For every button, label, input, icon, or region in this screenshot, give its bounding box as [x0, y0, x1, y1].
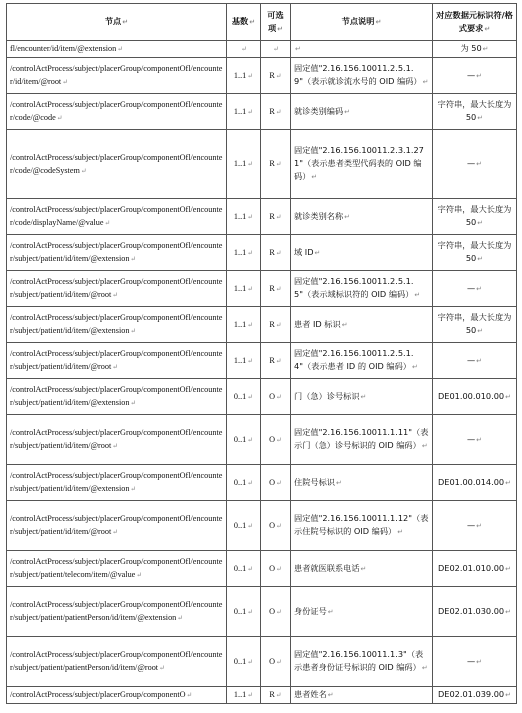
description-cell: 固定值"2.16.156.10011.2.5.1.5"（表示域标识符的 OID 编码）↵: [291, 271, 433, 307]
cardinality-cell: 0..1↵: [227, 379, 261, 415]
paragraph-mark: ↵: [275, 248, 282, 257]
paragraph-mark: ↵: [276, 657, 282, 666]
table-row: [7, 58, 517, 94]
table-row: [7, 379, 517, 415]
optional-cell: R↵: [261, 307, 291, 343]
table-row: [7, 199, 517, 235]
optional-cell: R↵: [261, 199, 291, 235]
cardinality-cell: 1..1↵: [227, 307, 261, 343]
node-path-cell: /controlActProcess/subject/placerGroup/componentOfl/encounter/subject/patient/id/item/@extension↵: [7, 307, 227, 343]
paragraph-mark: ↵: [476, 521, 483, 530]
paragraph-mark: ↵: [476, 71, 483, 80]
paragraph-mark: ↵: [276, 521, 282, 530]
paragraph-mark: ↵: [505, 392, 512, 401]
optional-cell: O↵: [261, 637, 291, 687]
mapping-cell: 为 50↵: [433, 41, 517, 58]
node-path-cell: /controlActProcess/subject/placerGroup/componentOfl/encounter/subject/patient/id/item/@root↵: [7, 501, 227, 551]
paragraph-mark: ↵: [421, 442, 428, 450]
table-body: [7, 41, 517, 704]
paragraph-mark: ↵: [56, 114, 63, 122]
paragraph-mark: ↵: [476, 657, 483, 666]
paragraph-mark: ↵: [414, 291, 421, 299]
paragraph-mark: ↵: [112, 528, 119, 536]
optional-cell: R↵: [261, 130, 291, 199]
paragraph-mark: ↵: [177, 614, 184, 622]
paragraph-mark: ↵: [247, 478, 254, 487]
paragraph-mark: ↵: [344, 107, 351, 116]
paragraph-mark: ↵: [311, 173, 318, 181]
paragraph-mark: ↵: [327, 607, 334, 616]
mapping-cell: —↵: [433, 58, 517, 94]
paragraph-mark: ↵: [476, 284, 483, 293]
description-cell: 门（急）诊号标识↵: [291, 379, 433, 415]
table-row: [7, 271, 517, 307]
description-cell: 住院号标识↵: [291, 465, 433, 501]
paragraph-mark: ↵: [104, 219, 111, 227]
table-row: [7, 587, 517, 637]
paragraph-mark: ↵: [275, 284, 282, 293]
paragraph-mark: ↵: [344, 212, 351, 221]
table-row: [7, 501, 517, 551]
paragraph-mark: ↵: [247, 564, 254, 573]
paragraph-mark: ↵: [130, 327, 137, 335]
paragraph-mark: ↵: [247, 657, 254, 666]
paragraph-mark: ↵: [275, 160, 282, 168]
paragraph-mark: ↵: [411, 363, 418, 371]
paragraph-mark: ↵: [314, 248, 321, 257]
optional-cell: O↵: [261, 551, 291, 587]
header-mapping: 对应数据元标识符/格式要求↵: [433, 4, 517, 41]
mapping-cell: —↵: [433, 415, 517, 465]
description-cell: 患者就医联系电话↵: [291, 551, 433, 587]
node-path-cell: /controlActProcess/subject/placerGroup/componentOfl/encounter/code/@code↵: [7, 94, 227, 130]
description-cell: 固定值"2.16.156.10011.1.12"（表示住院号标识的 OID 编码）↵: [291, 501, 433, 551]
header-description: 节点说明↵: [291, 4, 433, 41]
cardinality-cell: 1..1↵: [227, 199, 261, 235]
paragraph-mark: ↵: [247, 212, 254, 221]
paragraph-mark: ↵: [476, 435, 483, 444]
paragraph-mark: ↵: [247, 392, 254, 401]
cardinality-cell: 1..1↵: [227, 94, 261, 130]
optional-cell: O↵: [261, 415, 291, 465]
paragraph-mark: ↵: [275, 691, 282, 699]
table-row: [7, 343, 517, 379]
node-path-cell: fl/encounter/id/item/@extension↵: [7, 41, 227, 58]
paragraph-mark: ↵: [477, 255, 484, 263]
mapping-cell: —↵: [433, 271, 517, 307]
paragraph-mark: ↵: [421, 664, 428, 672]
paragraph-mark: ↵: [505, 564, 512, 573]
document-page: [6, 3, 516, 704]
mapping-cell: DE01.00.014.00↵: [433, 465, 517, 501]
table-row: [7, 637, 517, 687]
table-row: [7, 41, 517, 58]
mapping-cell: —↵: [433, 130, 517, 199]
paragraph-mark: ↵: [397, 528, 404, 536]
mapping-cell: DE02.01.039.00↵: [433, 687, 517, 704]
paragraph-mark: ↵: [112, 363, 119, 371]
node-path-cell: /controlActProcess/subject/placerGroup/componentOfl/encounter/subject/patient/id/item/@root↵: [7, 415, 227, 465]
table-row: [7, 465, 517, 501]
cardinality-cell: 0..1↵: [227, 587, 261, 637]
paragraph-mark: ↵: [505, 691, 512, 699]
paragraph-mark: ↵: [335, 478, 342, 487]
node-path-cell: /controlActProcess/subject/placerGroup/componentOfl/encounter/subject/patient/id/item/@extension↵: [7, 379, 227, 415]
cardinality-cell: 0..1↵: [227, 501, 261, 551]
node-path-cell: /controlActProcess/subject/placerGroup/componentOfl/encounter/subject/patient/id/item/@extension↵: [7, 235, 227, 271]
mapping-cell: 字符串，最大长度为 50↵: [433, 199, 517, 235]
optional-cell: O↵: [261, 587, 291, 637]
paragraph-mark: ↵: [247, 160, 254, 168]
table-row: [7, 94, 517, 130]
optional-cell: O↵: [261, 501, 291, 551]
description-cell: 域 ID↵: [291, 235, 433, 271]
optional-cell: O↵: [261, 465, 291, 501]
cardinality-cell: 0..1↵: [227, 415, 261, 465]
paragraph-mark: ↵: [276, 435, 282, 444]
paragraph-mark: ↵: [247, 284, 254, 293]
paragraph-mark: ↵: [136, 571, 143, 579]
paragraph-mark: ↵: [276, 607, 282, 616]
optional-cell: R↵: [261, 58, 291, 94]
paragraph-mark: ↵: [247, 607, 254, 616]
paragraph-mark: ↵: [112, 442, 119, 450]
paragraph-mark: ↵: [422, 78, 429, 86]
node-path-cell: /controlActProcess/subject/placerGroup/componentOfl/encounter/code/@codeSystem↵: [7, 130, 227, 199]
cardinality-cell: 1..1↵: [227, 235, 261, 271]
mapping-cell: —↵: [433, 501, 517, 551]
paragraph-mark: ↵: [482, 45, 489, 53]
paragraph-mark: ↵: [360, 392, 367, 401]
table-row: [7, 687, 517, 704]
paragraph-mark: ↵: [476, 356, 483, 365]
table-row: [7, 235, 517, 271]
description-cell: 患者姓名↵: [291, 687, 433, 704]
description-cell: 固定值"2.16.156.10011.1.11"（表示门（急）诊号标识的 OID 编码）↵: [291, 415, 433, 465]
optional-cell: R↵: [261, 235, 291, 271]
paragraph-mark: ↵: [477, 327, 484, 335]
paragraph-mark: ↵: [247, 356, 254, 365]
node-path-cell: /controlActProcess/subject/placerGroup/componentOfl/encounter/id/item/@root↵: [7, 58, 227, 94]
paragraph-mark: ↵: [247, 107, 254, 116]
node-path-cell: /controlActProcess/subject/placerGroup/componentOfl/encounter/subject/patient/patientPerson/id/item/@extension↵: [7, 587, 227, 637]
paragraph-mark: ↵: [360, 564, 367, 573]
paragraph-mark: ↵: [295, 45, 301, 53]
mapping-cell: 字符串，最大长度为 50↵: [433, 235, 517, 271]
paragraph-mark: ↵: [112, 291, 119, 299]
cardinality-cell: 1..1↵: [227, 343, 261, 379]
table-row: [7, 551, 517, 587]
cardinality-cell: 1..1↵: [227, 687, 261, 704]
paragraph-mark: ↵: [341, 320, 348, 329]
description-cell: 固定值"2.16.156.10011.1.3"（表示患者身份证号标识的 OID 编码）↵: [291, 637, 433, 687]
optional-cell: R↵: [261, 687, 291, 704]
cardinality-cell: [227, 41, 261, 58]
paragraph-mark: ↵: [327, 691, 334, 699]
cardinality-cell: 1..1↵: [227, 58, 261, 94]
paragraph-mark: ↵: [477, 114, 484, 122]
description-cell: 身份证号↵: [291, 587, 433, 637]
node-path-cell: /controlActProcess/subject/placerGroup/componentOfl/encounter/subject/patient/id/item/@root↵: [7, 343, 227, 379]
header-optional: 可选项↵: [261, 4, 291, 41]
paragraph-mark: ↵: [80, 166, 87, 175]
paragraph-mark: ↵: [247, 320, 254, 329]
optional-cell: R↵: [261, 271, 291, 307]
node-path-cell: /controlActProcess/subject/placerGroup/componentO↵: [7, 687, 227, 704]
paragraph-mark: ↵: [276, 392, 282, 401]
paragraph-mark: ↵: [130, 255, 137, 263]
description-cell: [291, 41, 433, 58]
table-row: [7, 415, 517, 465]
cardinality-cell: 1..1↵: [227, 271, 261, 307]
mapping-cell: —↵: [433, 343, 517, 379]
optional-cell: [261, 41, 291, 58]
cardinality-cell: 0..1↵: [227, 637, 261, 687]
description-cell: 就诊类别名称↵: [291, 199, 433, 235]
paragraph-mark: ↵: [130, 399, 137, 407]
node-path-cell: /controlActProcess/subject/placerGroup/componentOfl/encounter/code/displayName/@value↵: [7, 199, 227, 235]
cardinality-cell: 0..1↵: [227, 551, 261, 587]
paragraph-mark: ↵: [273, 45, 279, 53]
cardinality-cell: 0..1↵: [227, 465, 261, 501]
description-cell: 固定值"2.16.156.10011.2.5.1.4"（表示患者 ID 的 OID 编码）↵: [291, 343, 433, 379]
paragraph-mark: ↵: [275, 71, 282, 80]
paragraph-mark: ↵: [276, 564, 282, 573]
paragraph-mark: ↵: [247, 71, 254, 80]
mapping-cell: 字符串，最大长度为 50↵: [433, 307, 517, 343]
description-cell: 固定值"2.16.156.10011.2.5.1.9"（表示就诊流水号的 OID 编码）↵: [291, 58, 433, 94]
paragraph-mark: ↵: [505, 607, 512, 616]
table-row: [7, 130, 517, 199]
node-path-cell: /controlActProcess/subject/placerGroup/componentOfl/encounter/subject/patient/id/item/@extension↵: [7, 465, 227, 501]
header-cardinality: 基数↵: [227, 4, 261, 41]
paragraph-mark: ↵: [275, 107, 282, 116]
paragraph-mark: ↵: [247, 691, 254, 699]
paragraph-mark: ↵: [117, 45, 124, 53]
paragraph-mark: ↵: [159, 664, 165, 672]
node-spec-table: [6, 3, 517, 704]
paragraph-mark: ↵: [247, 248, 254, 257]
optional-cell: R↵: [261, 343, 291, 379]
mapping-cell: DE01.00.010.00↵: [433, 379, 517, 415]
paragraph-mark: ↵: [62, 78, 69, 86]
optional-cell: O↵: [261, 379, 291, 415]
optional-cell: R↵: [261, 94, 291, 130]
paragraph-mark: ↵: [247, 521, 254, 530]
paragraph-mark: ↵: [275, 320, 282, 329]
node-path-cell: /controlActProcess/subject/placerGroup/componentOfl/encounter/subject/patient/telecom/item/@value↵: [7, 551, 227, 587]
paragraph-mark: ↵: [275, 212, 282, 221]
cardinality-cell: 1..1↵: [227, 130, 261, 199]
table-header-row: [7, 4, 517, 41]
paragraph-mark: ↵: [276, 478, 282, 487]
description-cell: 就诊类别编码↵: [291, 94, 433, 130]
mapping-cell: 字符串，最大长度为 50↵: [433, 94, 517, 130]
node-path-cell: /controlActProcess/subject/placerGroup/componentOfl/encounter/subject/patient/patientPerson/id/item/@root↵: [7, 637, 227, 687]
paragraph-mark: ↵: [505, 478, 512, 487]
paragraph-mark: ↵: [477, 219, 484, 227]
header-node: 节点↵: [7, 4, 227, 41]
mapping-cell: DE02.01.030.00↵: [433, 587, 517, 637]
paragraph-mark: ↵: [186, 691, 193, 699]
paragraph-mark: ↵: [241, 45, 247, 53]
table-row: [7, 307, 517, 343]
description-cell: 患者 ID 标识↵: [291, 307, 433, 343]
paragraph-mark: ↵: [275, 356, 282, 365]
node-path-cell: /controlActProcess/subject/placerGroup/componentOfl/encounter/subject/patient/id/item/@root↵: [7, 271, 227, 307]
paragraph-mark: ↵: [130, 485, 137, 493]
paragraph-mark: ↵: [476, 160, 483, 168]
description-cell: 固定值"2.16.156.10011.2.3.1.271"（表示患者类型代码表的 OID 编码）↵: [291, 130, 433, 199]
mapping-cell: —↵: [433, 637, 517, 687]
paragraph-mark: ↵: [247, 435, 254, 444]
mapping-cell: DE02.01.010.00↵: [433, 551, 517, 587]
